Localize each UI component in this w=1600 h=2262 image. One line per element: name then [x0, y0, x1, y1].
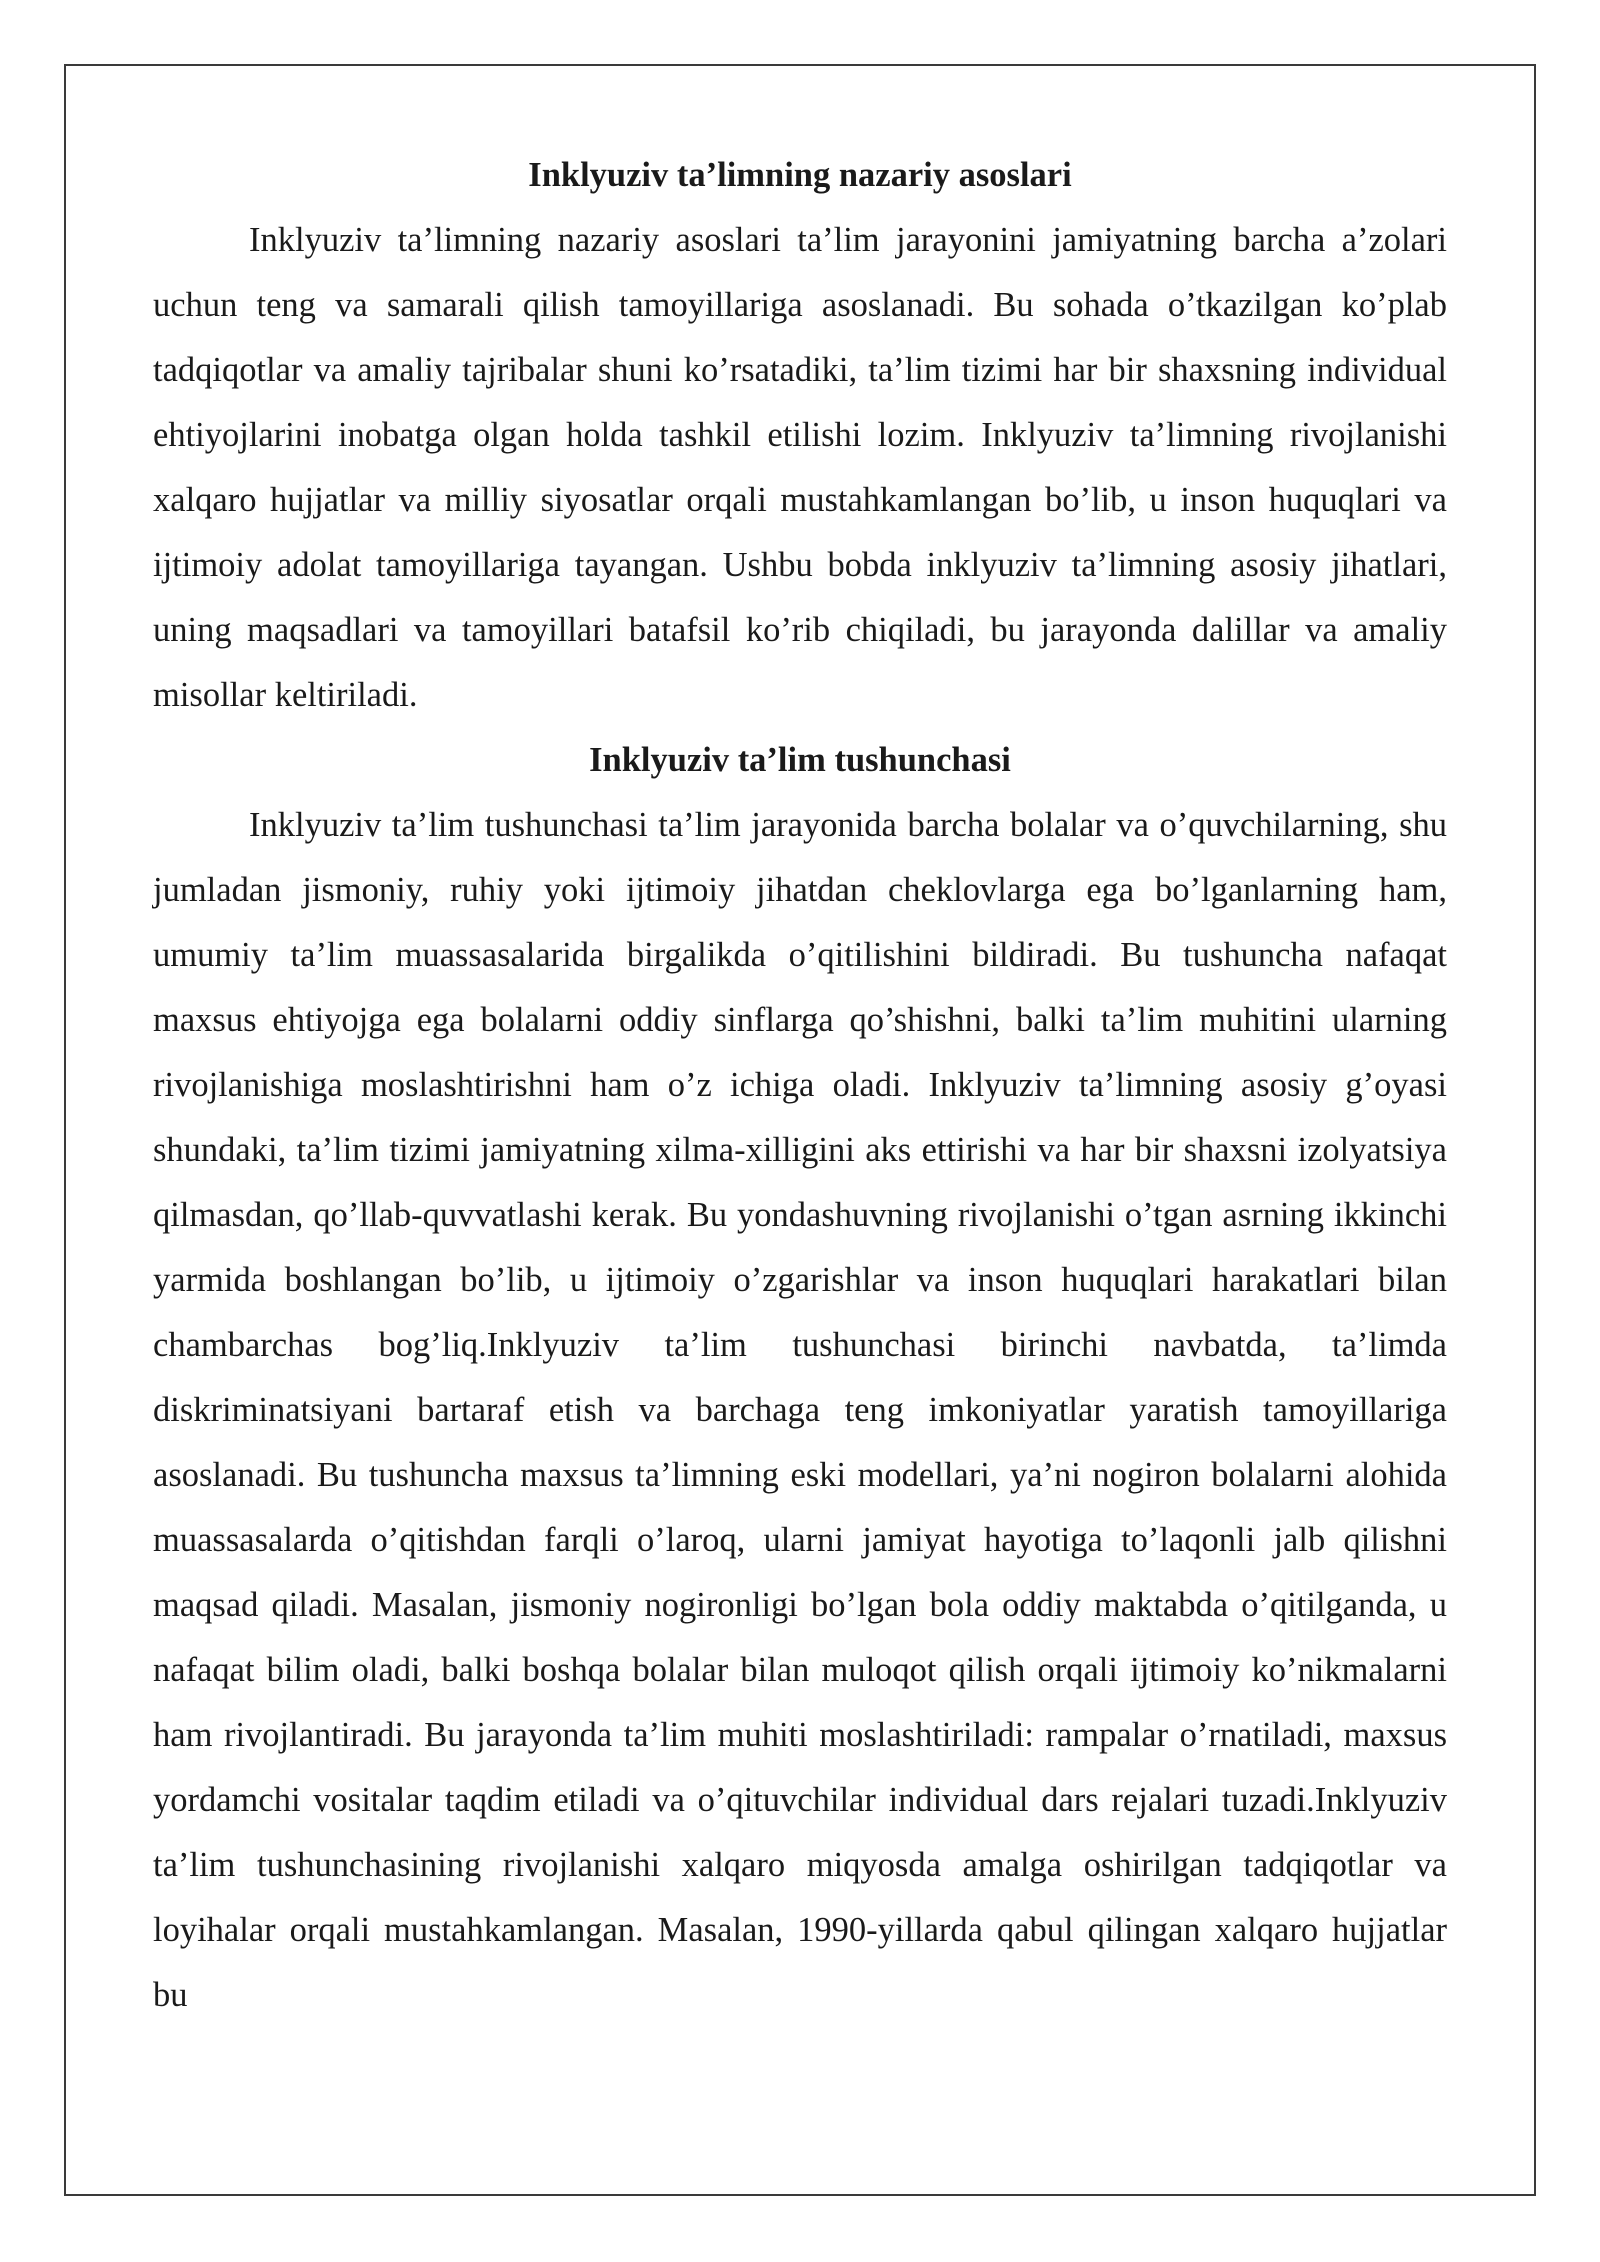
- document-title: Inklyuziv ta’limning nazariy asoslari: [528, 156, 1072, 194]
- section-heading: Inklyuziv ta’lim tushunchasi: [589, 741, 1011, 779]
- document-body: [153, 143, 1447, 2028]
- section-paragraph: Inklyuziv ta’lim tushunchasi ta’lim jarayonida barcha bolalar va o’quvchilarning, shu jumladan jismoniy, ruhiy yoki ijtimoiy jihatdan cheklovlarga ega bo’lganlarning ham, umumiy ta’lim muassasalarida birgalikda o’qitilishini bildiradi. Bu tushuncha nafaqat maxsus ehtiyojga ega bolalarni oddiy sinflarga qo’shishni, balki ta’lim muhitini ularning rivojlanishiga moslashtirishni ham o’z ichiga oladi. Inklyuziv ta’limning asosiy g’oyasi shundaki, ta’lim tizimi jamiyatning xilma-xilligini aks ettirishi va har bir shaxsni izolyatsiya qilmasdan, qo’llab-quvvatlashi kerak. Bu yondashuvning rivojlanishi o’tgan asrning ikkinchi yarmida boshlangan bo’lib, u ijtimoiy o’zgarishlar va inson huquqlari harakatlari bilan chambarchas bog’liq.Inklyuziv ta’lim tushunchasi birinchi navbatda, ta’limda diskriminatsiyani bartaraf etish va barchaga teng imkoniyatlar yaratish tamoyillariga asoslanadi. Bu tushuncha maxsus ta’limning eski modellari, ya’ni nogiron bolalarni alohida muassasalarda o’qitishdan farqli o’laroq, ularni jamiyat hayotiga to’laqonli jalb qilishni maqsad qiladi. Masalan, jismoniy nogironligi bo’lgan bola oddiy maktabda o’qitilganda, u nafaqat bilim oladi, balki boshqa bolalar bilan muloqot qilish orqali ijtimoiy ko’nikmalarni ham rivojlantiradi. Bu jarayonda ta’lim muhiti moslashtiriladi: rampalar o’rnatiladi, maxsus yordamchi vositalar taqdim etiladi va o’qituvchilar individual dars rejalari tuzadi.Inklyuziv ta’lim tushunchasining rivojlanishi xalqaro miqyosda amalga oshirilgan tadqiqotlar va loyihalar orqali mustahkamlangan. Masalan, 1990-yillarda qabul qilingan xalqaro hujjatlar bu: [153, 806, 1447, 2014]
- intro-paragraph: Inklyuziv ta’limning nazariy asoslari ta’lim jarayonini jamiyatning barcha a’zolari uchun teng va samarali qilish tamoyillariga asoslanadi. Bu sohada o’tkazilgan ko’plab tadqiqotlar va amaliy tajribalar shuni ko’rsatadiki, ta’lim tizimi har bir shaxsning individual ehtiyojlarini inobatga olgan holda tashkil etilishi lozim. Inklyuziv ta’limning rivojlanishi xalqaro hujjatlar va milliy siyosatlar orqali mustahkamlangan bo’lib, u inson huquqlari va ijtimoiy adolat tamoyillariga tayangan. Ushbu bobda inklyuziv ta’limning asosiy jihatlari, uning maqsadlari va tamoyillari batafsil ko’rib chiqiladi, bu jarayonda dalillar va amaliy misollar keltiriladi.: [153, 221, 1447, 714]
